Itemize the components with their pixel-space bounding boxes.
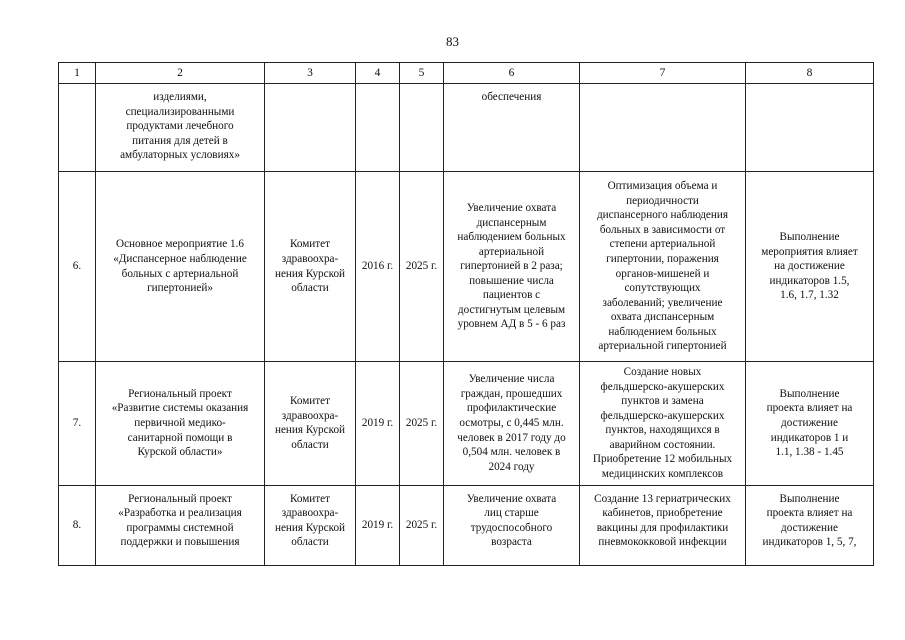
- column-header: 3: [265, 63, 356, 84]
- row-number-cell: 6.: [59, 172, 96, 362]
- indicator-link-cell: Выполнение проекта влияет на достижение индикаторов 1 и 1.1, 1.38 - 1.45: [746, 362, 874, 486]
- indicator-link-cell: [746, 84, 874, 172]
- column-header: 6: [444, 63, 580, 84]
- column-header: 7: [580, 63, 746, 84]
- table-row: [59, 84, 874, 172]
- column-header: 1: [59, 63, 96, 84]
- executor-cell: Комитет здравоохра- нения Курской области: [265, 172, 356, 362]
- executor-cell: [265, 84, 356, 172]
- expected-result-cell: Увеличение охвата диспансерным наблюдением больных артериальной гипертонией в 2 раза; повышение числа пациентов с достигнутым целевым уровнем АД в 5 - 6 раз: [444, 172, 580, 362]
- start-year-cell: 2019 г.: [356, 485, 400, 565]
- column-header: 2: [96, 63, 265, 84]
- consequences-cell: Оптимизация объема и периодичности диспансерного наблюдения больных в зависимости от степени артериальной гипертонии, поражения органов-мишеней и сопутствующих заболеваний; увеличение охвата диспансерным наблюдением больных артериальной гипертонией: [580, 172, 746, 362]
- activity-name-cell: Региональный проект «Развитие системы оказания первичной медико- санитарной помощи в Курской области»: [96, 362, 265, 486]
- column-header: 8: [746, 63, 874, 84]
- table-row: [59, 485, 874, 565]
- end-year-cell: 2025 г.: [400, 485, 444, 565]
- table-row: [59, 362, 874, 486]
- executor-cell: Комитет здравоохра- нения Курской области: [265, 485, 356, 565]
- expected-result-cell: обеспечения: [444, 84, 580, 172]
- consequences-cell: Создание новых фельдшерско-акушерских пунктов и замена фельдшерско-акушерских пунктов, находящихся в аварийном состоянии. Приобретение 12 мобильных медицинских комплексов: [580, 362, 746, 486]
- table-row: [59, 172, 874, 362]
- activity-name-cell: Основное мероприятие 1.6 «Диспансерное наблюдение больных с артериальной гипертонией»: [96, 172, 265, 362]
- row-number-cell: [59, 84, 96, 172]
- executor-cell: Комитет здравоохра- нения Курской области: [265, 362, 356, 486]
- consequences-cell: Создание 13 гериатрических кабинетов, приобретение вакцины для профилактики пневмококковой инфекции: [580, 485, 746, 565]
- column-header: 4: [356, 63, 400, 84]
- activity-name-cell: Региональный проект «Разработка и реализация программы системной поддержки и повышения: [96, 485, 265, 565]
- expected-result-cell: Увеличение числа граждан, прошедших профилактические осмотры, с 0,445 млн. человек в 2017 году до 0,504 млн. человек в 2024 году: [444, 362, 580, 486]
- consequences-cell: [580, 84, 746, 172]
- indicator-link-cell: Выполнение проекта влияет на достижение индикаторов 1, 5, 7,: [746, 485, 874, 565]
- row-number-cell: 8.: [59, 485, 96, 565]
- end-year-cell: 2025 г.: [400, 362, 444, 486]
- column-header: 5: [400, 63, 444, 84]
- start-year-cell: [356, 84, 400, 172]
- start-year-cell: 2016 г.: [356, 172, 400, 362]
- start-year-cell: 2019 г.: [356, 362, 400, 486]
- table-header-row: [59, 63, 874, 84]
- end-year-cell: [400, 84, 444, 172]
- activities-table: [58, 62, 874, 566]
- row-number-cell: 7.: [59, 362, 96, 486]
- activity-name-cell: изделиями, специализированными продуктами лечебного питания для детей в амбулаторных условиях»: [96, 84, 265, 172]
- indicator-link-cell: Выполнение мероприятия влияет на достижение индикаторов 1.5, 1.6, 1.7, 1.32: [746, 172, 874, 362]
- page-number: 83: [446, 34, 459, 49]
- expected-result-cell: Увеличение охвата лиц старше трудоспособного возраста: [444, 485, 580, 565]
- end-year-cell: 2025 г.: [400, 172, 444, 362]
